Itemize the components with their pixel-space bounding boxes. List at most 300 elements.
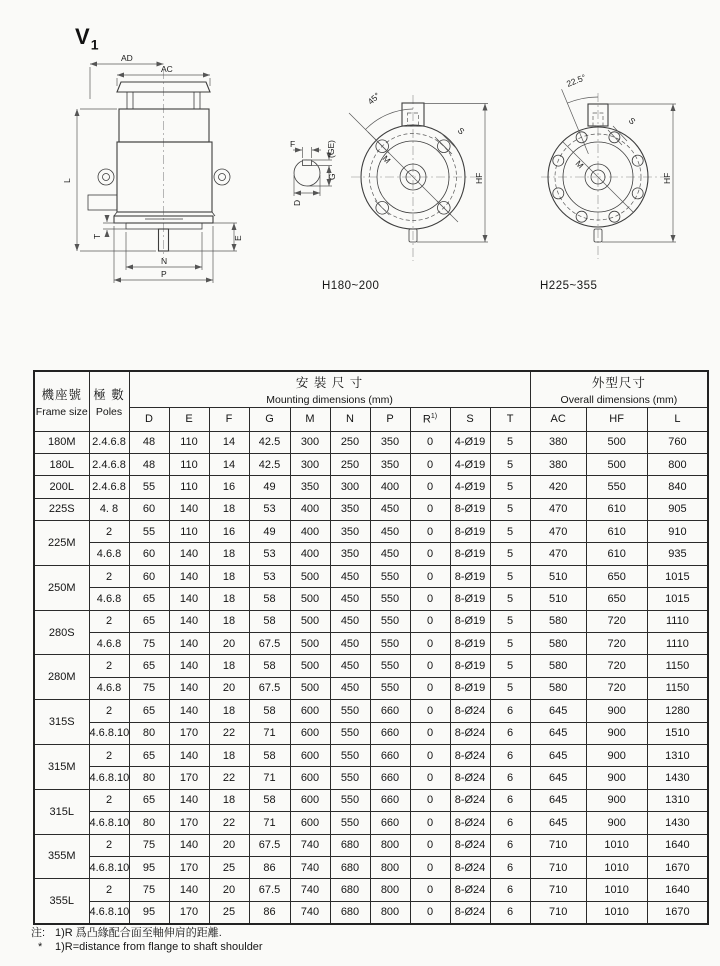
- dimension-value-cell: 110: [169, 453, 209, 475]
- dimension-value-cell: 470: [530, 543, 586, 565]
- dimension-value-cell: 8-Ø19: [450, 610, 490, 632]
- footnote-en-marker: *: [38, 941, 43, 953]
- dimension-value-cell: 1150: [647, 655, 708, 677]
- poles-cell: 2: [89, 565, 129, 587]
- dimension-value-cell: 49: [249, 521, 290, 543]
- mounting-dimensions-header-zh: 安 裝 尺 寸: [295, 375, 364, 390]
- dimension-value-cell: 650: [586, 565, 647, 587]
- dimension-value-cell: 65: [129, 610, 169, 632]
- dimension-value-cell: 6: [490, 812, 530, 834]
- dimension-value-cell: 645: [530, 812, 586, 834]
- footnote-en: [31, 940, 263, 954]
- poles-cell: 2.4.6.8: [89, 453, 129, 475]
- dimension-value-cell: 0: [410, 901, 450, 923]
- dimension-value-cell: 110: [169, 521, 209, 543]
- dimension-value-cell: 140: [169, 588, 209, 610]
- poles-cell: 4.6.8.10: [89, 812, 129, 834]
- dimension-value-cell: 550: [370, 588, 410, 610]
- dimension-value-cell: 300: [290, 453, 330, 475]
- dimension-value-cell: 140: [169, 610, 209, 632]
- dimension-value-cell: 0: [410, 834, 450, 856]
- dimension-value-cell: 450: [370, 498, 410, 520]
- col-header-l: L: [647, 407, 708, 431]
- dimension-value-cell: 1010: [586, 879, 647, 901]
- flange-large-caption: H225~355: [540, 280, 598, 292]
- frame-size-cell: 250M: [34, 565, 89, 610]
- dimension-value-cell: 350: [370, 431, 410, 453]
- table-header-row-groups: [34, 371, 708, 407]
- frame-size-cell: 180L: [34, 453, 89, 475]
- col-header-d: D: [129, 407, 169, 431]
- dimension-value-cell: 760: [647, 431, 708, 453]
- dimension-value-cell: 1110: [647, 633, 708, 655]
- table-row: [34, 744, 708, 766]
- dimension-value-cell: 680: [330, 901, 370, 923]
- dimension-value-cell: 1430: [647, 767, 708, 789]
- dimension-value-cell: 470: [530, 521, 586, 543]
- dim-label-m: M: [380, 153, 393, 166]
- dimension-value-cell: 660: [370, 789, 410, 811]
- dimension-value-cell: 400: [290, 543, 330, 565]
- dimension-value-cell: 420: [530, 476, 586, 498]
- dimension-value-cell: 600: [290, 722, 330, 744]
- dimension-value-cell: 170: [169, 722, 209, 744]
- dimension-value-cell: 4-Ø19: [450, 476, 490, 498]
- table-row: [34, 588, 708, 610]
- dimension-value-cell: 380: [530, 431, 586, 453]
- dimension-value-cell: 550: [370, 677, 410, 699]
- dimension-value-cell: 550: [370, 633, 410, 655]
- dimension-value-cell: 55: [129, 521, 169, 543]
- dim-label-hf: HF: [662, 172, 672, 184]
- dimension-value-cell: 18: [209, 700, 249, 722]
- dimension-value-cell: 350: [290, 476, 330, 498]
- dimension-value-cell: 16: [209, 521, 249, 543]
- dimension-value-cell: 110: [169, 431, 209, 453]
- dimension-value-cell: 5: [490, 655, 530, 677]
- poles-cell: 2.4.6.8: [89, 476, 129, 498]
- dimension-value-cell: 580: [530, 677, 586, 699]
- dimension-value-cell: 140: [169, 655, 209, 677]
- dimension-value-cell: 800: [647, 453, 708, 475]
- dimension-value-cell: 65: [129, 744, 169, 766]
- dim-label-e: E: [233, 235, 243, 241]
- dimension-value-cell: 140: [169, 543, 209, 565]
- dimension-value-cell: 1310: [647, 744, 708, 766]
- dimension-value-cell: 71: [249, 812, 290, 834]
- dimension-value-cell: 58: [249, 655, 290, 677]
- frame-size-header-zh: 機座號: [41, 387, 82, 402]
- dimension-value-cell: 550: [370, 655, 410, 677]
- dimension-value-cell: 65: [129, 588, 169, 610]
- dimension-value-cell: 48: [129, 431, 169, 453]
- poles-cell: 2: [89, 700, 129, 722]
- dimension-value-cell: 22: [209, 767, 249, 789]
- poles-cell: 2: [89, 789, 129, 811]
- dimension-value-cell: 8-Ø24: [450, 901, 490, 923]
- frame-size-cell: 200L: [34, 476, 89, 498]
- dimension-value-cell: 8-Ø24: [450, 789, 490, 811]
- dimension-value-cell: 140: [169, 789, 209, 811]
- dimension-value-cell: 550: [330, 767, 370, 789]
- poles-cell: 2.4.6.8: [89, 431, 129, 453]
- dimension-value-cell: 450: [370, 543, 410, 565]
- dimension-value-cell: 140: [169, 565, 209, 587]
- dimension-value-cell: 645: [530, 767, 586, 789]
- dimension-value-cell: 610: [586, 498, 647, 520]
- dimension-value-cell: 660: [370, 700, 410, 722]
- dimension-value-cell: 140: [169, 879, 209, 901]
- dim-label-s: S: [455, 125, 467, 137]
- dimension-value-cell: 6: [490, 744, 530, 766]
- dimension-value-cell: 95: [129, 901, 169, 923]
- dimension-value-cell: 4-Ø19: [450, 453, 490, 475]
- col-header-r-superscript: 1): [430, 412, 438, 420]
- poles-cell: 2: [89, 610, 129, 632]
- dimension-value-cell: 0: [410, 498, 450, 520]
- dimension-value-cell: 380: [530, 453, 586, 475]
- dimension-value-cell: 140: [169, 834, 209, 856]
- dimension-value-cell: 910: [647, 521, 708, 543]
- dimension-value-cell: 58: [249, 744, 290, 766]
- table-row: [34, 565, 708, 587]
- dimension-value-cell: 80: [129, 722, 169, 744]
- dimension-value-cell: 6: [490, 722, 530, 744]
- dimensions-table: [33, 370, 709, 925]
- dimension-value-cell: 550: [330, 744, 370, 766]
- dimension-value-cell: 900: [586, 700, 647, 722]
- dim-label-f: F: [290, 139, 296, 149]
- dim-label-ge: (GE): [326, 140, 336, 158]
- dimension-value-cell: 4-Ø19: [450, 431, 490, 453]
- dimension-value-cell: 140: [169, 744, 209, 766]
- dimension-value-cell: 550: [330, 789, 370, 811]
- dimension-value-cell: 53: [249, 498, 290, 520]
- dimension-value-cell: 510: [530, 588, 586, 610]
- table-header-row-columns: [34, 407, 708, 431]
- dimension-value-cell: 18: [209, 565, 249, 587]
- dimension-value-cell: 20: [209, 677, 249, 699]
- dim-label-t: T: [92, 233, 102, 239]
- dimension-value-cell: 1010: [586, 856, 647, 878]
- dimension-value-cell: 645: [530, 744, 586, 766]
- dimension-value-cell: 0: [410, 588, 450, 610]
- dimension-value-cell: 500: [586, 453, 647, 475]
- dimension-value-cell: 58: [249, 610, 290, 632]
- frame-size-cell: 355L: [34, 879, 89, 924]
- dimension-value-cell: 55: [129, 476, 169, 498]
- table-row: [34, 498, 708, 520]
- dimension-value-cell: 550: [370, 610, 410, 632]
- poles-header: [89, 371, 129, 431]
- dimension-value-cell: 170: [169, 856, 209, 878]
- dimension-value-cell: 660: [370, 812, 410, 834]
- poles-cell: 2: [89, 834, 129, 856]
- frame-size-header-en: Frame size: [35, 405, 88, 418]
- dimension-value-cell: 65: [129, 655, 169, 677]
- dimension-value-cell: 600: [290, 744, 330, 766]
- dimension-value-cell: 8-Ø24: [450, 744, 490, 766]
- motor-side-view-drawing: [55, 42, 290, 292]
- dimension-value-cell: 710: [530, 834, 586, 856]
- dimension-value-cell: 1110: [647, 610, 708, 632]
- col-header-n: N: [330, 407, 370, 431]
- frame-size-cell: 315L: [34, 789, 89, 834]
- dimension-value-cell: 1670: [647, 856, 708, 878]
- poles-cell: 4.6.8: [89, 633, 129, 655]
- dimension-value-cell: 720: [586, 633, 647, 655]
- dimension-value-cell: 18: [209, 498, 249, 520]
- dimension-value-cell: 67.5: [249, 677, 290, 699]
- footnote-zh-marker: 注:: [31, 927, 46, 939]
- dimension-value-cell: 8-Ø19: [450, 498, 490, 520]
- dimension-value-cell: 75: [129, 633, 169, 655]
- dimension-value-cell: 8-Ø19: [450, 565, 490, 587]
- table-row: [34, 901, 708, 923]
- dimension-value-cell: 80: [129, 767, 169, 789]
- dimension-value-cell: 0: [410, 767, 450, 789]
- dimension-value-cell: 0: [410, 431, 450, 453]
- dimension-value-cell: 900: [586, 744, 647, 766]
- dimension-value-cell: 900: [586, 812, 647, 834]
- dim-label-d: D: [292, 199, 302, 206]
- dimension-value-cell: 450: [330, 633, 370, 655]
- frame-size-header: [34, 371, 89, 431]
- dimension-value-cell: 22: [209, 722, 249, 744]
- dimension-value-cell: 900: [586, 767, 647, 789]
- col-header-t: T: [490, 407, 530, 431]
- dimension-value-cell: 5: [490, 476, 530, 498]
- dimension-value-cell: 600: [290, 767, 330, 789]
- dimension-value-cell: 71: [249, 767, 290, 789]
- dimension-value-cell: 20: [209, 879, 249, 901]
- dimension-value-cell: 25: [209, 901, 249, 923]
- poles-cell: 2: [89, 521, 129, 543]
- dimension-value-cell: 1640: [647, 879, 708, 901]
- dimension-value-cell: 65: [129, 789, 169, 811]
- dimension-value-cell: 300: [330, 476, 370, 498]
- col-header-f: F: [209, 407, 249, 431]
- dimension-value-cell: 6: [490, 901, 530, 923]
- dimension-value-cell: 8-Ø24: [450, 767, 490, 789]
- mounting-dimensions-header: [129, 371, 530, 407]
- table-row: [34, 856, 708, 878]
- poles-cell: 4.6.8.10: [89, 722, 129, 744]
- dimension-value-cell: 6: [490, 767, 530, 789]
- dimension-value-cell: 800: [370, 856, 410, 878]
- dimension-value-cell: 900: [586, 789, 647, 811]
- dimension-value-cell: 140: [169, 498, 209, 520]
- dimension-value-cell: 500: [290, 565, 330, 587]
- dimension-value-cell: 0: [410, 633, 450, 655]
- poles-cell: 2: [89, 744, 129, 766]
- col-header-e: E: [169, 407, 209, 431]
- dimension-value-cell: 20: [209, 834, 249, 856]
- dimension-value-cell: 6: [490, 856, 530, 878]
- dimension-value-cell: 1310: [647, 789, 708, 811]
- dimension-value-cell: 65: [129, 700, 169, 722]
- flange-face: [349, 90, 488, 261]
- dimension-value-cell: 710: [530, 901, 586, 923]
- dimension-value-cell: 645: [530, 700, 586, 722]
- poles-cell: 4.6.8: [89, 543, 129, 565]
- motor-outline: [88, 70, 230, 258]
- dimension-value-cell: 8-Ø19: [450, 521, 490, 543]
- dimension-value-cell: 800: [370, 901, 410, 923]
- dimension-value-cell: 660: [370, 744, 410, 766]
- dimension-value-cell: 350: [330, 498, 370, 520]
- table-row: [34, 633, 708, 655]
- dimension-value-cell: 0: [410, 700, 450, 722]
- dimension-value-cell: 0: [410, 789, 450, 811]
- table-row: [34, 700, 708, 722]
- dimension-value-cell: 42.5: [249, 453, 290, 475]
- poles-cell: 4. 8: [89, 498, 129, 520]
- dimension-value-cell: 86: [249, 901, 290, 923]
- dimension-value-cell: 5: [490, 588, 530, 610]
- table-row: [34, 521, 708, 543]
- dimension-value-cell: 0: [410, 722, 450, 744]
- dimension-value-cell: 660: [370, 722, 410, 744]
- col-header-m: M: [290, 407, 330, 431]
- dimension-value-cell: 580: [530, 655, 586, 677]
- dimension-value-cell: 1430: [647, 812, 708, 834]
- dimension-value-cell: 710: [530, 856, 586, 878]
- frame-size-cell: 225M: [34, 521, 89, 566]
- dimension-value-cell: 75: [129, 879, 169, 901]
- angle-label-45: 45°: [365, 90, 382, 107]
- col-header-ac: AC: [530, 407, 586, 431]
- dimension-value-cell: 71: [249, 722, 290, 744]
- dimension-value-cell: 6: [490, 789, 530, 811]
- dimension-value-cell: 650: [586, 588, 647, 610]
- dimension-value-cell: 300: [290, 431, 330, 453]
- dimension-value-cell: 58: [249, 789, 290, 811]
- table-row: [34, 812, 708, 834]
- dimension-value-cell: 20: [209, 633, 249, 655]
- dimension-value-cell: 5: [490, 610, 530, 632]
- dimension-value-cell: 1150: [647, 677, 708, 699]
- table-row: [34, 543, 708, 565]
- table-row: [34, 610, 708, 632]
- dim-label-ad: AD: [121, 53, 133, 63]
- dimension-value-cell: 840: [647, 476, 708, 498]
- table-row: [34, 677, 708, 699]
- dimension-value-cell: 500: [290, 677, 330, 699]
- dimension-value-cell: 86: [249, 856, 290, 878]
- col-header-hf: HF: [586, 407, 647, 431]
- table-row: [34, 834, 708, 856]
- dimension-value-cell: 550: [370, 565, 410, 587]
- dimension-value-cell: 6: [490, 834, 530, 856]
- dimension-value-cell: 1015: [647, 565, 708, 587]
- dimension-value-cell: 53: [249, 565, 290, 587]
- dim-label-n: N: [161, 256, 168, 266]
- dimension-value-cell: 720: [586, 677, 647, 699]
- dimension-value-cell: 450: [330, 588, 370, 610]
- frame-size-cell: 180M: [34, 431, 89, 453]
- dim-label-g: G: [327, 173, 337, 180]
- dimension-value-cell: 0: [410, 879, 450, 901]
- dimension-value-cell: 800: [370, 879, 410, 901]
- dimension-value-cell: 14: [209, 431, 249, 453]
- dimension-value-cell: 510: [530, 565, 586, 587]
- dimension-value-cell: 550: [330, 722, 370, 744]
- dim-label-hf: HF: [474, 172, 484, 184]
- dimension-value-cell: 67.5: [249, 834, 290, 856]
- dimension-value-cell: 8-Ø19: [450, 655, 490, 677]
- dimension-value-cell: 0: [410, 521, 450, 543]
- dimension-value-cell: 8-Ø24: [450, 856, 490, 878]
- mounting-dimensions-header-en: Mounting dimensions (mm): [266, 393, 393, 406]
- poles-cell: 4.6.8.10: [89, 856, 129, 878]
- dimension-value-cell: 8-Ø19: [450, 677, 490, 699]
- dimension-value-cell: 5: [490, 565, 530, 587]
- dimension-value-cell: 8-Ø24: [450, 722, 490, 744]
- dimension-value-cell: 140: [169, 700, 209, 722]
- dimension-value-cell: 18: [209, 744, 249, 766]
- dimension-value-cell: 600: [290, 812, 330, 834]
- dimension-value-cell: 5: [490, 453, 530, 475]
- table-row: [34, 879, 708, 901]
- dimension-value-cell: 580: [530, 633, 586, 655]
- dimension-value-cell: 75: [129, 677, 169, 699]
- dimension-value-cell: 610: [586, 543, 647, 565]
- table-row: [34, 655, 708, 677]
- dimension-value-cell: 80: [129, 812, 169, 834]
- col-header-s: S: [450, 407, 490, 431]
- dimension-value-cell: 48: [129, 453, 169, 475]
- col-header-p: P: [370, 407, 410, 431]
- dimension-value-cell: 0: [410, 543, 450, 565]
- dimension-value-cell: 67.5: [249, 879, 290, 901]
- dimension-value-cell: 58: [249, 700, 290, 722]
- dimension-value-cell: 140: [169, 677, 209, 699]
- flange-face-8hole: [541, 72, 676, 259]
- poles-cell: 2: [89, 879, 129, 901]
- dimension-value-cell: 1010: [586, 834, 647, 856]
- dimension-value-cell: 1640: [647, 834, 708, 856]
- dimension-value-cell: 0: [410, 744, 450, 766]
- dimension-value-cell: 18: [209, 610, 249, 632]
- dimension-value-cell: 16: [209, 476, 249, 498]
- dimension-value-cell: 18: [209, 543, 249, 565]
- dim-label-l: L: [62, 178, 72, 183]
- dimension-value-cell: 1670: [647, 901, 708, 923]
- dimension-value-cell: 645: [530, 789, 586, 811]
- dimension-value-cell: 450: [370, 521, 410, 543]
- poles-cell: 2: [89, 655, 129, 677]
- dimension-value-cell: 1010: [586, 901, 647, 923]
- dimension-value-cell: 5: [490, 431, 530, 453]
- flange-drawing-h180-200: [285, 75, 495, 275]
- dimension-value-cell: 500: [290, 610, 330, 632]
- dimension-value-cell: 67.5: [249, 633, 290, 655]
- flange-drawing-h225-355: [505, 72, 715, 275]
- dim-label-s: S: [626, 115, 638, 127]
- dimension-value-cell: 95: [129, 856, 169, 878]
- dimension-value-cell: 550: [330, 812, 370, 834]
- dimension-value-cell: 60: [129, 498, 169, 520]
- dimension-value-cell: 500: [290, 633, 330, 655]
- dimension-value-cell: 580: [530, 610, 586, 632]
- dimension-value-cell: 110: [169, 476, 209, 498]
- frame-size-cell: 280M: [34, 655, 89, 700]
- footnotes: [31, 926, 263, 954]
- dimension-value-cell: 1015: [647, 588, 708, 610]
- dimension-value-cell: 0: [410, 476, 450, 498]
- dimension-value-cell: 350: [330, 521, 370, 543]
